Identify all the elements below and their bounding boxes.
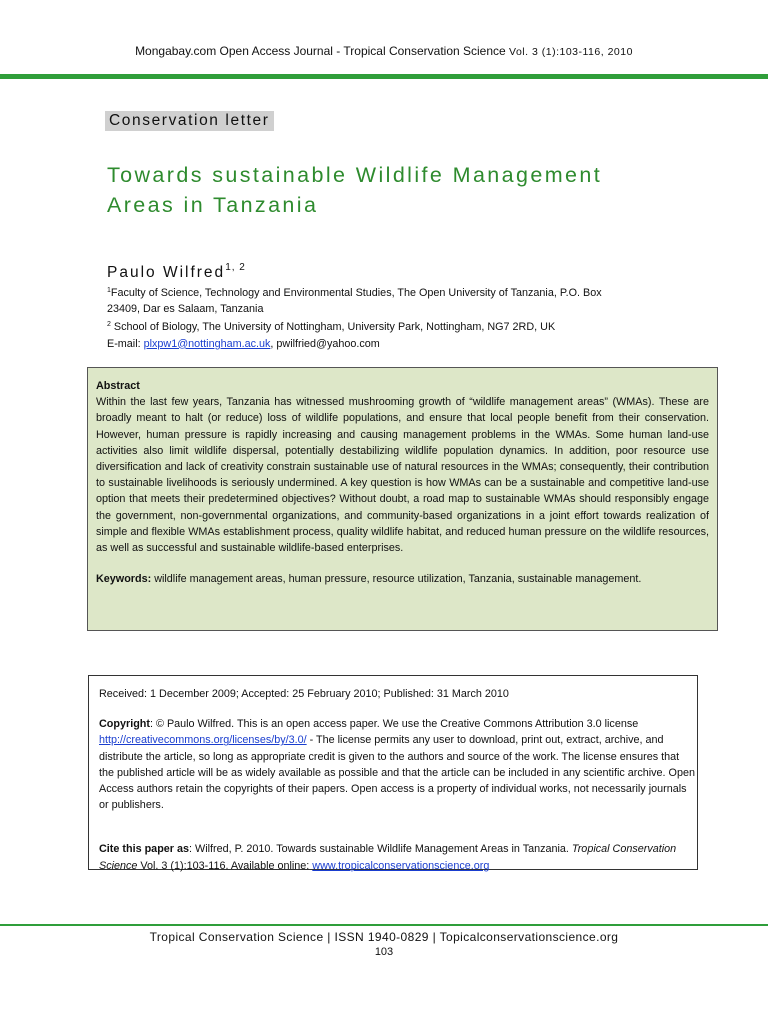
journal-website-link[interactable]: www.tropicalconservationscience.org [312,859,490,872]
article-info-box [88,675,698,870]
title-line-1: Towards sustainable Wildlife Management [107,163,603,187]
email-label: E-mail: [107,337,144,350]
affiliation-1 [107,283,667,301]
cite-journal: Tropical Conservation Science [99,843,677,872]
email-line [107,336,667,352]
footer-rule [0,924,768,926]
author-line [107,262,246,282]
cite-text-b: Vol. 3 (1):103-116. Available online: [137,859,313,872]
copyright-label: Copyright [99,718,150,731]
affiliation-2-text: School of Biology, The University of Nottingham, University Park, Nottingham, NG7 2RD, UK [110,321,556,334]
author-name: Paulo Wilfred [107,264,226,281]
header-rule [0,74,768,79]
page-number: 103 [374,946,394,958]
copyright-paragraph [99,716,695,813]
abstract-box [87,367,718,631]
license-link[interactable]: http://creativecommons.org/licenses/by/3.0/ [99,734,307,747]
copyright-text-b: - The license permits any user to download, print out, extract, archive, and distribute the article, so long as appropriate credit is given to the authors and source of the work. The license ensures that the published article will be as widely available as possible and that the article can be included in any scientific archive. Open Access authors retain the copyrights of their papers. Open access is a property of individual works, not necessarily journals or publishers. [99,734,695,812]
paper-title [107,160,707,220]
affiliations [107,283,667,352]
footer-text: Tropical Conservation Science | ISSN 1940-0829 | Topicalconservationscience.org [149,930,619,944]
keywords-text: wildlife management areas, human pressure, resource utilization, Tanzania, sustainable management. [151,573,642,586]
affiliation-1-sup: 1 [107,287,111,294]
email-link[interactable]: plxpw1@nottingham.ac.uk [143,337,271,350]
affiliation-2-sup: 2 [107,321,111,329]
received-dates: Received: 1 December 2009; Accepted: 25 February 2010; Published: 31 March 2010 [99,688,509,700]
journal-name: Mongabay.com Open Access Journal - Tropical Conservation Science [135,44,506,58]
keywords [96,571,709,587]
author-superscript: 1, 2 [225,262,246,273]
keywords-label: Keywords: [96,573,152,586]
affiliation-2 [107,317,667,335]
cite-paragraph [99,841,695,873]
abstract-heading: Abstract [96,380,140,392]
copyright-text-a: : © Paulo Wilfred. This is an open access paper. We use the Creative Commons Attribution 3.0 license [149,718,639,731]
cite-label: Cite this paper as [99,843,190,856]
affiliation-1-line-2: 23409, Dar es Salaam, Tanzania [107,303,264,316]
running-header [0,44,768,58]
email-rest: , pwilfried@yahoo.com [270,337,380,350]
title-line-2: Areas in Tanzania [107,193,319,217]
cite-text-a: : Wilfred, P. 2010. Towards sustainable Wildlife Management Areas in Tanzania. [189,843,572,856]
section-label: Conservation letter [105,111,274,131]
abstract-body: Within the last few years, Tanzania has witnessed mushrooming growth of “wildlife management areas” (WMAs). These are broadly meant to halt (or reduce) loss of wildlife populations, and ensure that local people benefit from their conservation. However, human pressure is rapidly increasing and causing management problems in the WMAs. Some human land-use activities also limit wildlife dispersal, potentially destabilizing wildlife population dynamics. In addition, poor resource use diversification and lack of creativity constrain sustainable use of natural resources in the WMAs; consequently, their contribution to sustainable livelihoods is seriously undermined. A key question is how WMAs can be a sustainable and competitive land-use option that meets their predetermined objectives? Without doubt, a road map to sustainable WMAs should responsibly engage the government, non-governmental organizations, and community-based organizations in a joint effort towards realization of simple and flexible WMAs establishment process, quality wildlife habitat, and reduced human pressure on the wildlife resources, as well as successful and sustainable wildlife-based enterprises. [96,396,709,555]
affiliation-1-line-1: Faculty of Science, Technology and Environmental Studies, The Open University of Tanzania, P.O. Box [110,287,602,299]
volume-info: Vol. 3 (1):103-116, 2010 [509,46,633,58]
